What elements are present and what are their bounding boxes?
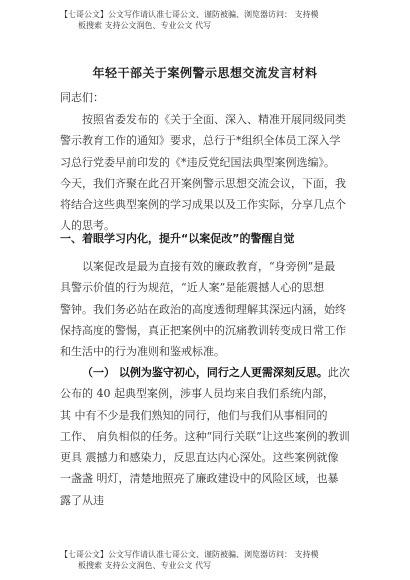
paragraph-line: 和生活中的行为准则和鉴戒标准。 <box>60 345 225 359</box>
paragraph-line: 习总行党委早前印发的《*违反党纪国法典型案例选编》。 <box>60 155 335 169</box>
paragraph-line <box>60 362 360 383</box>
subsection-heading: （一） 以例为鉴守初心，同行之人更需深刻反思。 <box>82 366 328 379</box>
paragraph-subsection <box>60 362 360 511</box>
paragraph-line: 以案促改是最为直接有效的廉政教育，“身旁例”是最 <box>82 260 336 273</box>
paragraph-line: 按照省委发布的《关于全面、深入、精准开展同级同类 <box>82 113 346 126</box>
paragraph-line-tail: 此次 <box>327 366 350 379</box>
paragraph-line: 公布的 40 起典型案例，涉事人员均来自我们系统内部， <box>60 387 334 401</box>
paragraph-line: 具警示价值的行为规范，“近人案”是能震撼人心的思想 <box>60 281 325 295</box>
header-banner-line1: 【七哥公文】公文写作请认准七哥公文、谨防被骗、浏览器访问： 支持模 <box>60 10 319 19</box>
header-banner <box>60 9 360 31</box>
footer-banner <box>60 549 360 571</box>
footer-banner-line2: 板搜索 支持公文润色、专业公文 代写 <box>78 561 212 570</box>
paragraph-line: 保持高度的警惕，真正把案例中的沉痛教训转变成日常工作 <box>60 323 346 337</box>
paragraph-intro <box>60 109 360 237</box>
paragraph-line: 工作、 肩负相似的任务。这种“同行关联”让这些案例的教训 <box>60 429 350 443</box>
document-title: 年轻干部关于案例警示思想交流发言材料 <box>92 66 318 80</box>
header-banner-line2: 板搜索 支持公文润色、专业公文 代写 <box>78 21 212 30</box>
salutation: 同志们： <box>60 91 104 104</box>
paragraph-line: 一盏盏 明灯，清楚地照亮了廉政建设中的风险区域，也暴 <box>60 472 339 486</box>
paragraph-line: 人的思考。 <box>60 219 115 233</box>
paragraph-line: 露了从违 <box>60 493 104 507</box>
paragraph-line: 警钟。我们务必站在政治的高度透彻理解其深远内涵，始终 <box>60 302 346 316</box>
paragraph-line: 其 中有不少是我们熟知的同行，他们与我们从事相同的 <box>60 408 328 422</box>
paragraph-line: 警示教育工作的通知》要求，总行于*组织全体员工深入学 <box>60 134 341 148</box>
paragraph-section1 <box>60 256 360 362</box>
footer-banner-line1: 【七哥公文】公文写作请认准七哥公文、谨防被骗、浏览器访问： 支持模 <box>60 550 319 559</box>
paragraph-line: 今天，我们齐聚在此召开案例警示思想交流会议，下面，我 <box>60 176 346 190</box>
paragraph-line: 将结合这些典型案例的学习成果以及工作实际，分享几点个 <box>60 198 346 212</box>
section-heading: 一、着眼学习内化，提升“以案促改”的警醒自觉 <box>60 232 295 245</box>
paragraph-line: 更具 震撼力和感染力，反思直达内心深处。这些案例就像 <box>60 451 339 465</box>
